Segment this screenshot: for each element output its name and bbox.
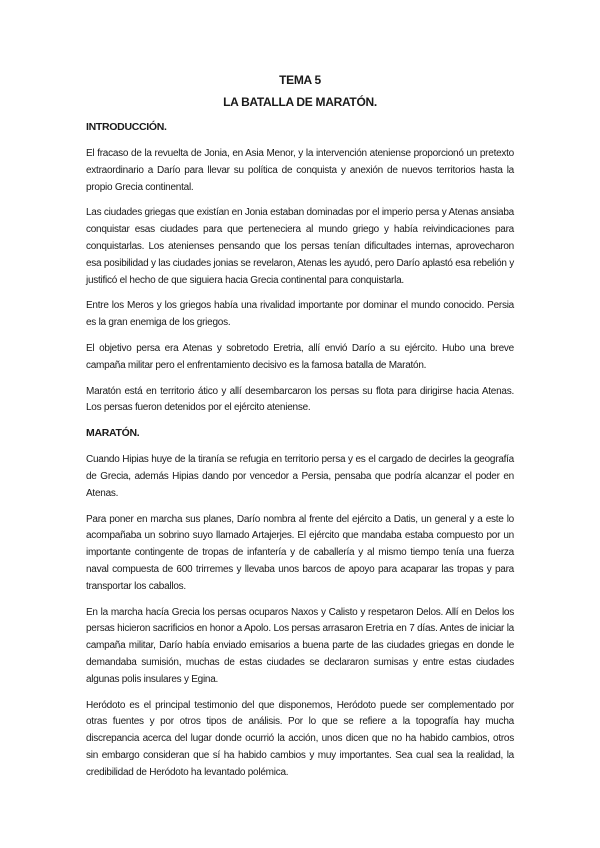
section-maraton xyxy=(86,426,514,781)
page-subtitle: LA BATALLA DE MARATÓN. xyxy=(223,95,377,109)
section-heading: INTRODUCCIÓN. xyxy=(86,121,167,133)
paragraph: Las ciudades griegas que existían en Jonia estaban dominadas por el imperio persa y Atenas ansiaba conquistar esas ciudades para que perteneciera al mundo griego y había reivindicaciones para conquistarlas. Los atenienses pensando que los persas tenían dificultades internas, aprovecharon esa posibilidad y las ciudades jonias se revelaron, Atenas les ayudó, pero Darío aplastó esa rebelión y justificó el hecho de que siguiera hacia Grecia continental para conquistarla. xyxy=(86,207,514,286)
paragraph: El fracaso de la revuelta de Jonia, en Asia Menor, y la intervención ateniense proporcionó un pretexto extraordinario a Darío para llevar su política de conquista y anexión de nuevos territorios hasta la propio Grecia continental. xyxy=(86,148,514,193)
paragraph: Heródoto es el principal testimonio del que disponemos, Heródoto puede ser complementado por otras fuentes y por otros tipos de análisis. Por lo que se refiere a la topografía hay mucha discrepancia acerca del lugar donde ocurrió la acción, unos dicen que no ha habido cambios, otros sin embargo consideran que sí ha habido cambios y muy importantes. Sea cual sea la realidad, la credibilidad de Heródoto ha levantado polémica. xyxy=(86,699,514,778)
paragraph: El objetivo persa era Atenas y sobretodo Eretria, allí envió Darío a su ejército. Hubo una breve campaña militar pero el enfrentamiento decisivo es la famosa batalla de Maratón. xyxy=(86,342,514,371)
paragraph: Maratón está en territorio ático y allí desembarcaron los persas su flota para dirigirse hacia Atenas. Los persas fueron detenidos por el ejército ateniense. xyxy=(86,385,514,414)
paragraph: En la marcha hacía Grecia los persas ocuparos Naxos y Calisto y respetaron Delos. Allí en Delos los persas hicieron sacrificios en honor a Apolo. Los persas arrasaron Eretria en 7 días. Antes de iniciar la campaña militar, Darío había enviado emisarios a buena parte de las ciudades griegas en donde le demandaba sumisión, muchas de estas ciudades se declararon sumisas y entre estas ciudades algunas polis insulares y Egina. xyxy=(86,606,514,685)
paragraph: Para poner en marcha sus planes, Darío nombra al frente del ejército a Datis, un general y a este lo acompañaba un sobrino suyo llamado Artajerjes. El ejército que mandaba estaba compuesto por un importante contingente de tropas de infantería y de caballería y al mismo tiempo tenía una fuerza naval compuesta de 600 trirremes y llevaba unos barcos de apoyo para acaparar las tropas y para transportar los caballos. xyxy=(86,513,514,592)
section-introduccion xyxy=(86,120,514,417)
paragraph: Cuando Hipias huye de la tiranía se refugia en territorio persa y es el cargado de decirles la geografía de Grecia, además Hipias dando por vencedor a Persia, pensaba que podría alcanzar el poder en Atenas. xyxy=(86,454,514,499)
paragraph: Entre los Meros y los griegos había una rivalidad importante por dominar el mundo conocido. Persia es la gran enemiga de los griegos. xyxy=(86,300,514,329)
section-heading: MARATÓN. xyxy=(86,427,140,440)
page-title: TEMA 5 xyxy=(279,73,321,87)
document-body xyxy=(86,72,514,791)
